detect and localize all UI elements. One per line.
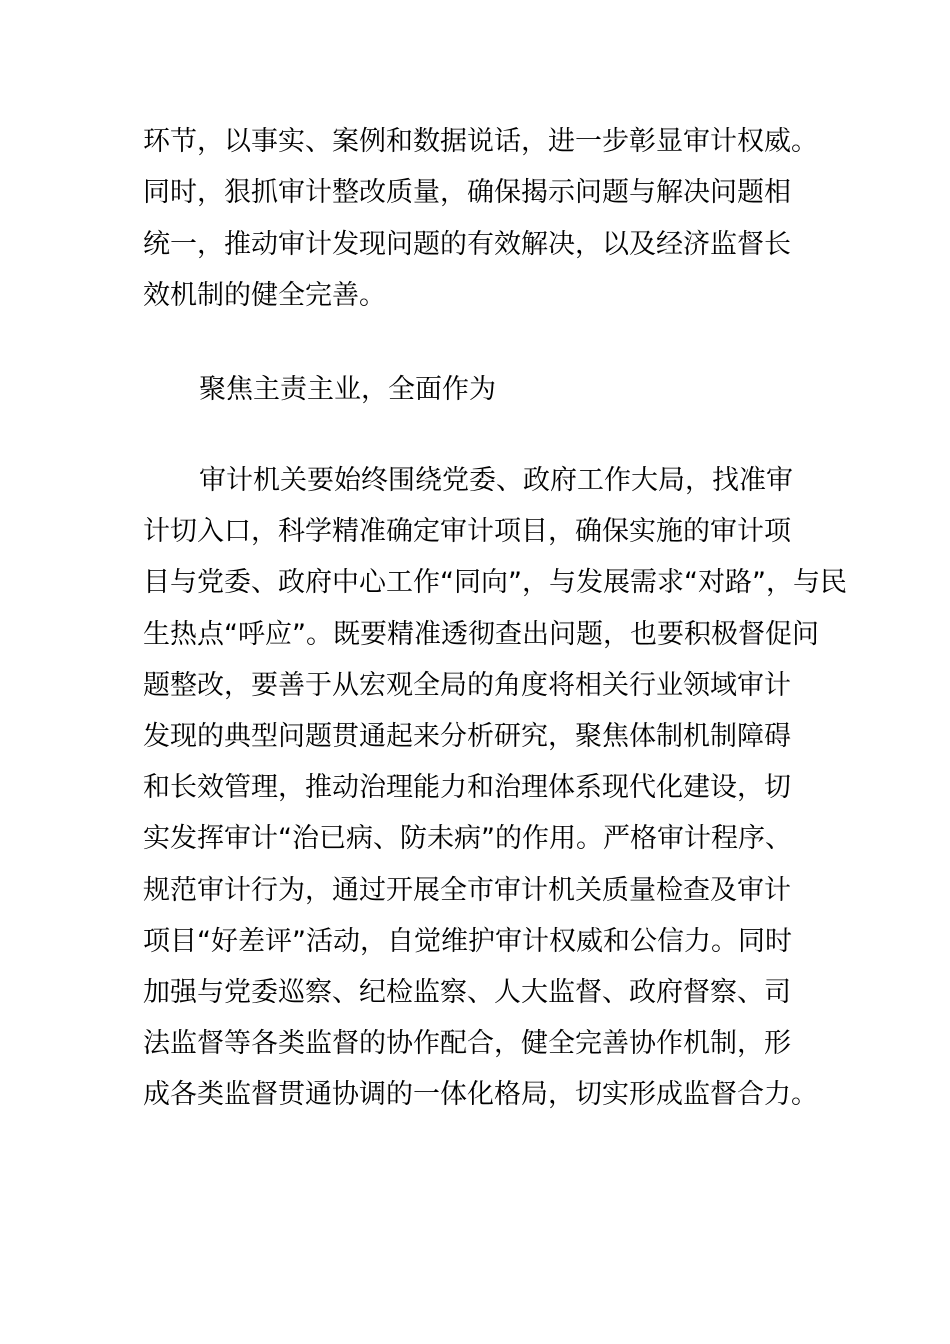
paragraph-2-line-4: 生热点“呼应”。既要精准透彻查出问题，也要积极督促问 (143, 619, 819, 650)
paragraph-2-line-13: 成各类监督贯通协调的一体化格局，切实形成监督合力。 (143, 1079, 818, 1110)
paragraph-1-line-2: 同时，狠抓审计整改质量，确保揭示问题与解决问题相 (143, 177, 791, 208)
paragraph-2-line-8: 实发挥审计“治已病、防未病”的作用。严格审计程序、 (143, 823, 792, 854)
paragraph-2-line-5: 题整改，要善于从宏观全局的角度将相关行业领域审计 (143, 670, 791, 701)
paragraph-2-line-12: 法监督等各类监督的协作配合，健全完善协作机制，形 (143, 1028, 791, 1059)
paragraph-2-line-11: 加强与党委巡察、纪检监察、人大监督、政府督察、司 (143, 977, 791, 1008)
paragraph-1-line-1: 环节，以事实、案例和数据说话，进一步彰显审计权威。 (143, 126, 818, 157)
paragraph-2-line-1: 审计机关要始终围绕党委、政府工作大局，找准审 (199, 465, 793, 496)
paragraph-1-line-3: 统一，推动审计发现问题的有效解决，以及经济监督长 (143, 229, 791, 260)
paragraph-2-line-3: 目与党委、政府中心工作“同向”，与发展需求“对路”，与民 (143, 567, 847, 598)
paragraph-2-line-10: 项目“好差评”活动，自觉维护审计权威和公信力。同时 (143, 926, 792, 957)
section-heading: 聚焦主责主业，全面作为 (199, 374, 496, 405)
paragraph-2-line-9: 规范审计行为，通过开展全市审计机关质量检查及审计 (143, 875, 791, 906)
paragraph-2-line-6: 发现的典型问题贯通起来分析研究，聚焦体制机制障碍 (143, 721, 791, 752)
paragraph-2-line-2: 计切入口，科学精准确定审计项目，确保实施的审计项 (143, 516, 791, 547)
paragraph-2-line-7: 和长效管理，推动治理能力和治理体系现代化建设，切 (143, 772, 791, 803)
paragraph-1-line-4: 效机制的健全完善。 (143, 280, 386, 311)
